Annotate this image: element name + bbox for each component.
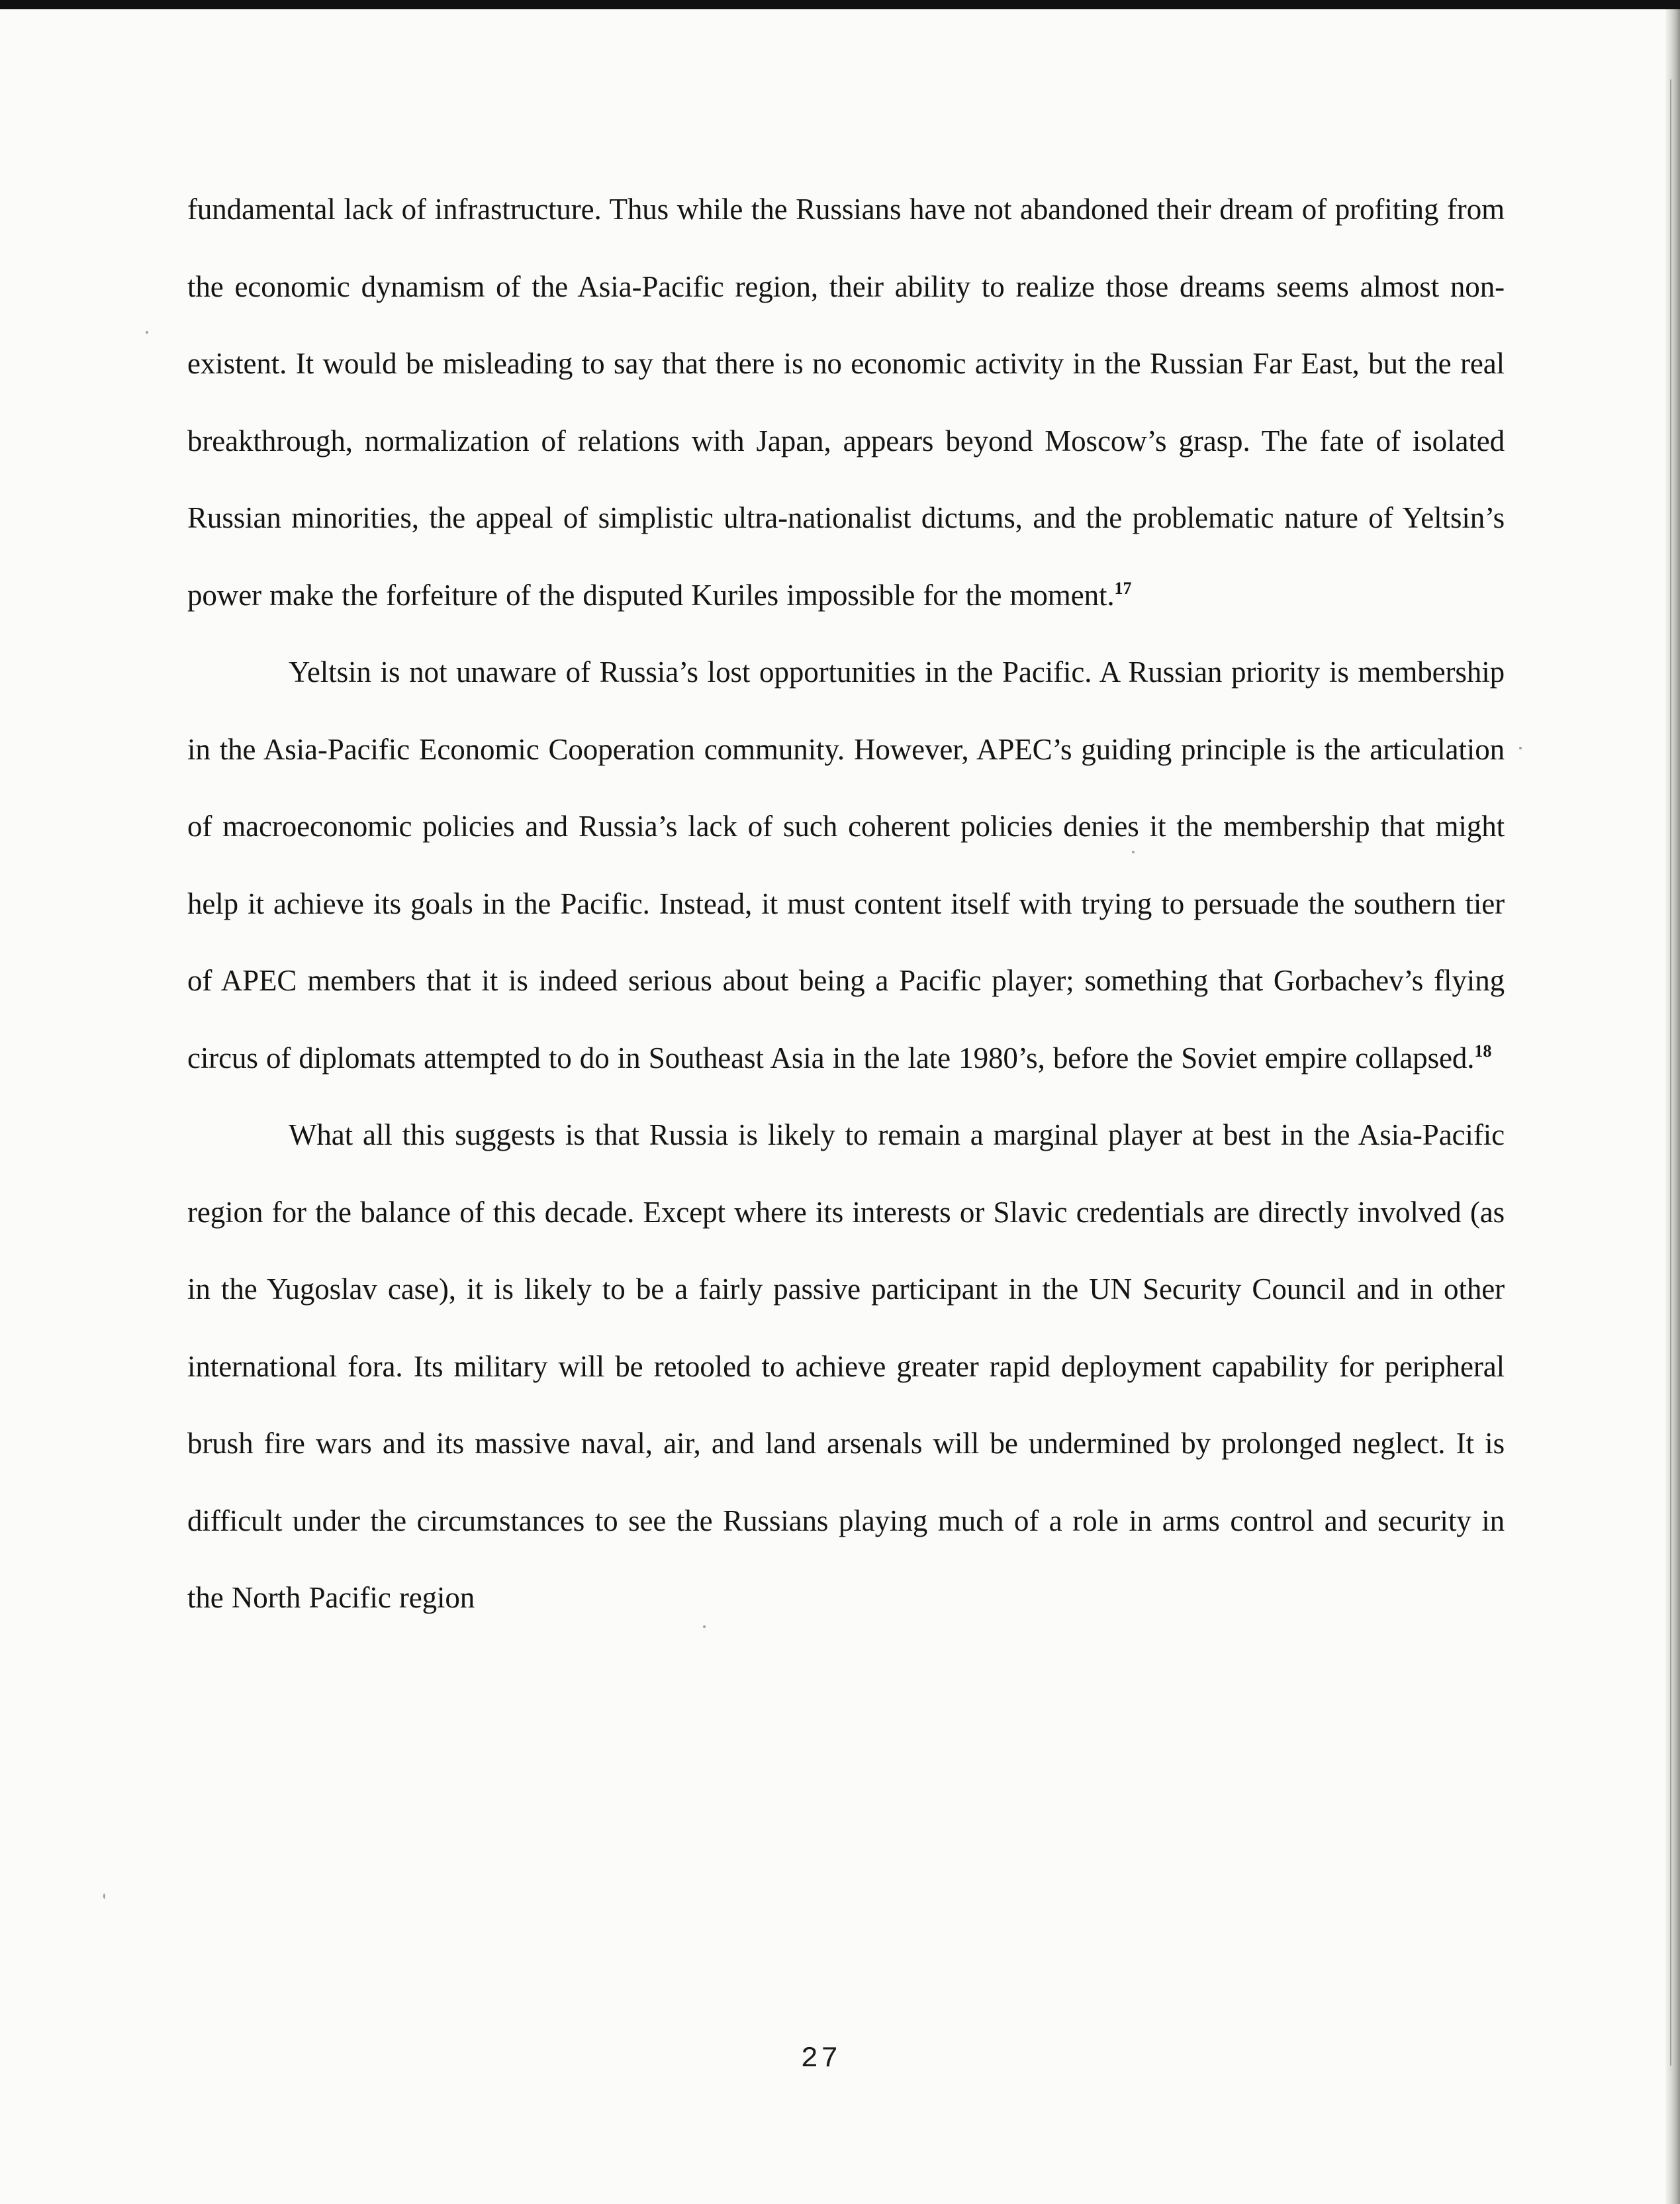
paragraph-1-text: fundamental lack of infrastructure. Thus while the Russians have not abandoned their dream of profiting from the economic dynamism of the Asia-Pacific region, their ability to realize those dreams seems almost non-existent. It would be misleading to say that there is no economic activity in the Russian Far East, but the real breakthrough, normalization of relations with Japan, appears beyond Moscow’s grasp. The fate of isolated Russian minorities, the appeal of simplistic ultra-nationalist dictums, and the problematic nature of Yeltsin’s power make the forfeiture of the disputed Kuriles impossible for the moment. <box>187 193 1505 612</box>
footnote-17: 17 <box>1114 578 1132 598</box>
page-number: 27 <box>800 2042 841 2076</box>
paragraph-2 <box>187 634 1505 1096</box>
scan-edge-line <box>1670 79 1671 2066</box>
document-body <box>187 171 1505 1637</box>
scan-speck <box>103 1893 105 1899</box>
paragraph-1 <box>187 171 1505 634</box>
paragraph-3 <box>187 1096 1505 1637</box>
paragraph-3-text: What all this suggests is that Russia is likely to remain a marginal player at best in the Asia-Pacific region for the balance of this decade. Except where its interests or Slavic credentials are directly involved (as in the Yugoslav case), it is likely to be a fairly passive participant in the UN Security Council and in other international fora. Its military will be retooled to achieve greater rapid deployment capability for peripheral brush fire wars and its massive naval, air, and land arsenals will be undermined by prolonged neglect. It is difficult under the circumstances to see the Russians playing much of a role in arms control and security in the North Pacific region <box>187 1118 1505 1614</box>
scan-speck <box>1519 747 1522 749</box>
paragraph-2-text: Yeltsin is not unaware of Russia’s lost opportunities in the Pacific. A Russian priority is membership in the Asia-Pacific Economic Cooperation community. However, APEC’s guiding principle is the articulation of macroeconomic policies and Russia’s lack of such coherent policies denies it the membership that might help it achieve its goals in the Pacific. Instead, it must content itself with trying to persuade the southern tier of APEC members that it is indeed serious about being a Pacific player; something that Gorbachev’s flying circus of diplomats attempted to do in Southeast Asia in the late 1980’s, before the Soviet empire collapsed. <box>187 655 1505 1075</box>
footnote-18: 18 <box>1474 1041 1492 1061</box>
scan-top-edge <box>0 0 1680 9</box>
scan-right-edge <box>1665 9 1680 2204</box>
scan-speck <box>146 331 148 334</box>
